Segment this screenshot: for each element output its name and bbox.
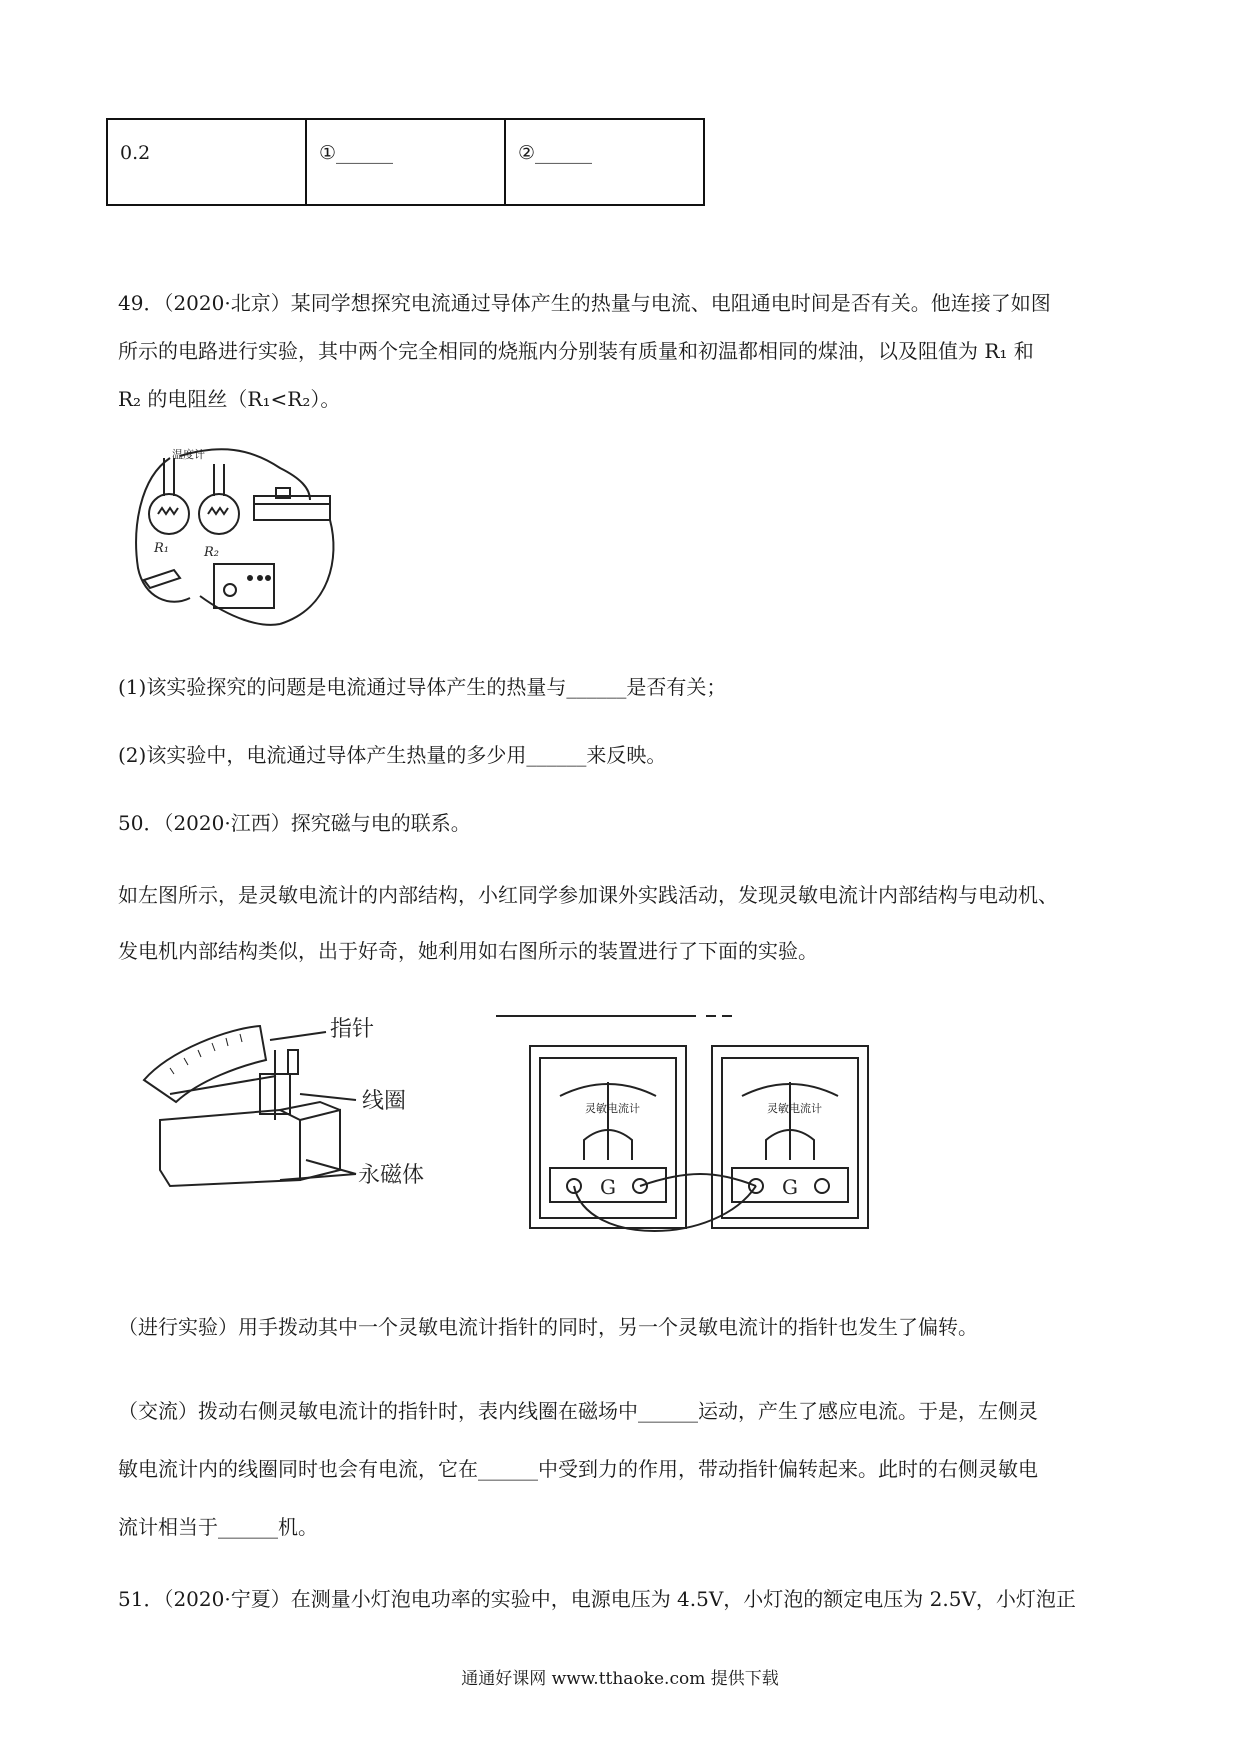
q49-line-3: R₂ 的电阻丝（R₁<R₂）。 xyxy=(118,387,341,411)
q50-para-2: 发电机内部结构类似，出于好奇，她利用如右图所示的装置进行了下面的实验。 xyxy=(118,939,818,963)
right-terminal-b xyxy=(815,1179,829,1193)
wire-bottom xyxy=(200,596,280,625)
magnet-body xyxy=(160,1110,300,1186)
coil-label: 线圈 xyxy=(362,1089,407,1114)
r1-label: R₁ xyxy=(154,541,169,556)
table-cell-blank-2: ②______ xyxy=(505,119,704,205)
flask-r1 xyxy=(149,494,189,534)
table-row xyxy=(107,119,704,205)
q49-line-1: 49．（2020·北京）某同学想探究电流通过导体产生的热量与电流、电阻通电时间是否有关。他连接了如图 xyxy=(118,291,1051,315)
switch xyxy=(144,570,180,588)
left-meter-g: G xyxy=(600,1175,616,1199)
wire-right xyxy=(280,520,333,624)
table-cell-blank-1: ①______ xyxy=(306,119,505,205)
wire-upper xyxy=(640,1174,756,1186)
footer: 通通好课网 www.tthaoke.com 提供下载 xyxy=(461,1669,779,1689)
q50-exchange-1: （交流）拨动右侧灵敏电流计的指针时，表内线圈在磁场中______运动，产生了感应电流。于是，左侧灵 xyxy=(118,1399,1038,1423)
right-meter-name: 灵敏电流计 xyxy=(767,1102,822,1115)
q50-experiment: （进行实验）用手拨动其中一个灵敏电流计指针的同时，另一个灵敏电流计的指针也发生了偏转。 xyxy=(118,1315,978,1339)
scale-arc xyxy=(144,1026,266,1102)
flask-r2 xyxy=(199,494,239,534)
power-supply xyxy=(214,564,274,608)
q50-para-1: 如左图所示，是灵敏电流计的内部结构，小红同学参加课外实践活动，发现灵敏电流计内部结构与电动机、 xyxy=(118,883,1058,907)
two-galvanometers-figure xyxy=(496,1010,896,1250)
q50-exchange-3: 流计相当于______机。 xyxy=(118,1515,318,1539)
q51-line-1: 51．（2020·宁夏）在测量小灯泡电功率的实验中，电源电压为 4.5V，小灯泡的额定电压为 2.5V，小灯泡正 xyxy=(118,1587,1076,1611)
right-meter-g: G xyxy=(782,1175,798,1199)
q50-exchange-2: 敏电流计内的线圈同时也会有电流，它在______中受到力的作用，带动指针偏转起来。此时的右侧灵敏电 xyxy=(118,1457,1038,1481)
table-cell: 0.2 xyxy=(107,119,306,205)
answer-table xyxy=(106,118,705,206)
pointer-label: 指针 xyxy=(330,1017,375,1042)
q50-title: 50．（2020·江西）探究磁与电的联系。 xyxy=(118,811,471,835)
q49-sub-2: (2)该实验中，电流通过导体产生热量的多少用______来反映。 xyxy=(118,743,667,767)
magnet-label: 永磁体 xyxy=(358,1163,425,1188)
thermometer-label: 温度计 xyxy=(172,448,205,461)
galvanometer-structure-figure xyxy=(130,1010,460,1250)
q49-sub-1: (1)该实验探究的问题是电流通过导体产生的热量与______是否有关； xyxy=(118,675,727,699)
q49-line-2: 所示的电路进行实验，其中两个完全相同的烧瓶内分别装有质量和初温都相同的煤油，以及阻值为 R₁ 和 xyxy=(118,339,1034,363)
circuit-figure xyxy=(130,448,350,634)
r2-label: R₂ xyxy=(204,545,219,560)
rheostat xyxy=(254,496,330,520)
left-meter-name: 灵敏电流计 xyxy=(585,1102,640,1115)
